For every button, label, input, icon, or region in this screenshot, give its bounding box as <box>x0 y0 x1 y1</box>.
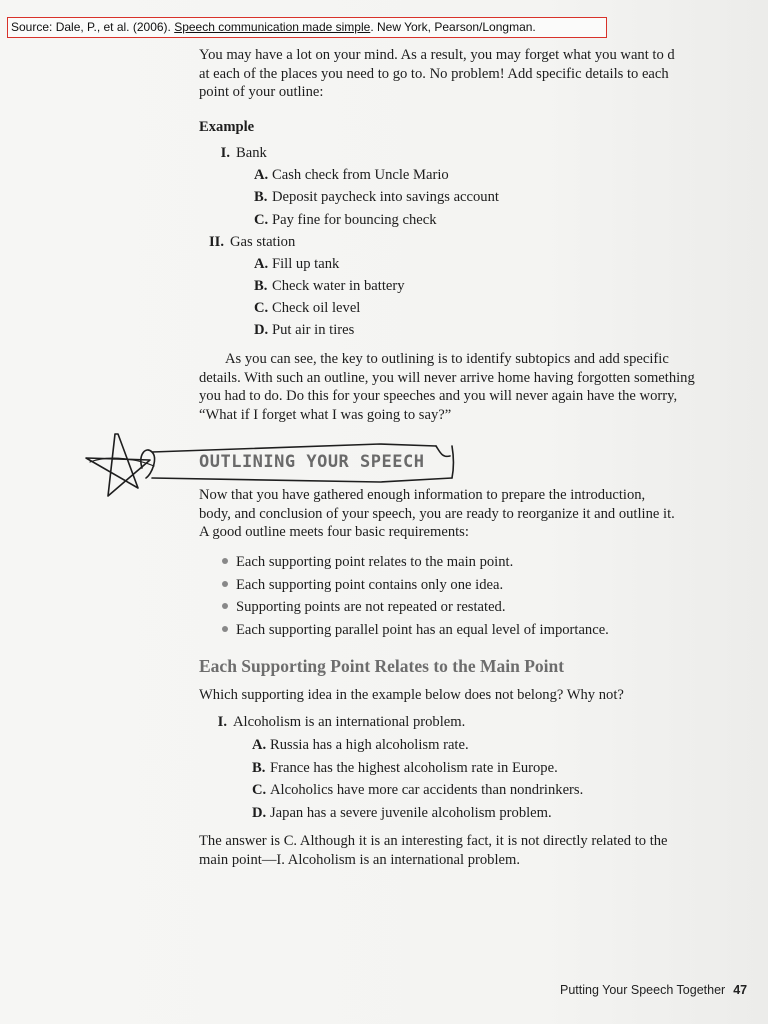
source-suffix: . New York, Pearson/Longman. <box>370 20 536 34</box>
text-line: A good outline meets four basic requirements: <box>199 524 469 540</box>
outline1-item-IIA <box>254 255 339 274</box>
outline-text: Russia has a high alcoholism rate. <box>270 737 469 753</box>
outline-letter: B. <box>254 189 268 205</box>
text-line: details. With such an outline, you will never arrive home having forgotten something <box>199 369 695 386</box>
outline1-item-IA <box>254 166 449 185</box>
outline-letter: C. <box>252 782 267 798</box>
outline-letter: D. <box>252 805 267 821</box>
subsection-heading: Each Supporting Point Relates to the Main Point <box>199 656 565 676</box>
list-item <box>222 596 609 619</box>
text-line: You may have a lot on your mind. As a result, you may forget what you want to d <box>199 47 675 63</box>
outline-text: Check water in battery <box>272 278 405 294</box>
question-text: Which supporting idea in the example below does not belong? Why not? <box>199 687 624 703</box>
outline-text: Alcoholism is an international problem. <box>233 714 466 730</box>
requirements-intro-paragraph <box>199 486 759 542</box>
outline-text: Deposit paycheck into savings account <box>272 189 499 205</box>
outline-letter: A. <box>252 737 267 753</box>
outline1-item-IB <box>254 188 499 207</box>
outline-letter: B. <box>252 760 266 776</box>
outline2-item-I <box>205 713 465 732</box>
outline2-item-D <box>252 804 552 823</box>
outline-text: Put air in tires <box>272 322 355 338</box>
outline-letter: A. <box>254 256 269 272</box>
requirements-list <box>222 551 609 641</box>
outline-numeral: I. <box>217 714 227 730</box>
outline-letter: B. <box>254 278 268 294</box>
summary-paragraph <box>199 350 759 424</box>
outline-text: Cash check from Uncle Mario <box>272 167 449 183</box>
list-item-text: Each supporting point contains only one idea. <box>236 576 504 593</box>
source-citation-box <box>7 17 607 38</box>
outline1-item-IID <box>254 321 354 340</box>
outline-text: Gas station <box>230 234 296 250</box>
outline-text: Pay fine for bouncing check <box>272 212 437 228</box>
text-line: As you can see, the key to outlining is to identify subtopics and add specific <box>225 351 669 367</box>
outline-letter: A. <box>254 167 269 183</box>
bullet-icon <box>222 581 228 587</box>
outline-numeral: I. <box>220 145 230 161</box>
page-footer <box>560 983 747 997</box>
outline-letter: C. <box>254 300 269 316</box>
text-line: body, and conclusion of your speech, you are ready to reorganize it and outline it. <box>199 505 675 522</box>
text-line: “What if I forget what I was going to say?” <box>199 406 452 423</box>
outline1-item-I <box>208 144 267 163</box>
list-item-text: Each supporting parallel point has an equal level of importance. <box>236 621 609 638</box>
intro-paragraph <box>199 46 759 102</box>
outline1-item-IC <box>254 211 437 230</box>
answer-paragraph <box>199 832 759 869</box>
outline-letter: D. <box>254 322 269 338</box>
section-title: OUTLINING YOUR SPEECH <box>199 452 425 472</box>
outline-text: France has the highest alcoholism rate in Europe. <box>270 760 558 776</box>
outline-text: Check oil level <box>272 300 361 316</box>
text-line: at each of the places you need to go to. No problem! Add specific details to each <box>199 65 669 82</box>
text-line: Now that you have gathered enough information to prepare the introduction, <box>199 487 646 503</box>
example-label: Example <box>199 119 255 135</box>
list-item-text: Supporting points are not repeated or restated. <box>236 599 506 616</box>
outline-numeral: II. <box>208 234 224 250</box>
running-footer-title: Putting Your Speech Together <box>560 983 726 997</box>
outline1-item-IIC <box>254 299 360 318</box>
outline2-item-C <box>252 781 583 800</box>
outline1-item-IIB <box>254 277 405 296</box>
source-prefix: Source: Dale, P., et al. (2006). <box>11 20 175 34</box>
outline-text: Fill up tank <box>272 256 340 272</box>
bullet-icon <box>222 558 228 564</box>
outline-text: Bank <box>236 145 267 161</box>
outline-text: Alcoholics have more car accidents than nondrinkers. <box>270 782 584 798</box>
outline1-item-II <box>202 233 295 252</box>
list-item <box>222 551 609 574</box>
star-icon <box>86 434 150 496</box>
source-title: Speech communication made simple <box>174 20 371 34</box>
outline2-item-A <box>252 736 469 755</box>
list-item-text: Each supporting point relates to the main point. <box>236 554 514 570</box>
page-number: 47 <box>733 983 748 997</box>
text-line: The answer is C. Although it is an interesting fact, it is not directly related to the <box>199 833 668 849</box>
outline-letter: C. <box>254 212 269 228</box>
outline-text: Japan has a severe juvenile alcoholism problem. <box>270 805 552 821</box>
bullet-icon <box>222 603 228 609</box>
text-line: main point—I. Alcoholism is an international problem. <box>199 851 521 868</box>
bullet-icon <box>222 626 228 632</box>
list-item <box>222 574 609 597</box>
text-line: point of your outline: <box>199 84 324 100</box>
list-item <box>222 619 609 642</box>
text-line: you had to do. Do this for your speeches and you will never again have the worry, <box>199 388 678 404</box>
outline2-item-B <box>252 759 558 778</box>
